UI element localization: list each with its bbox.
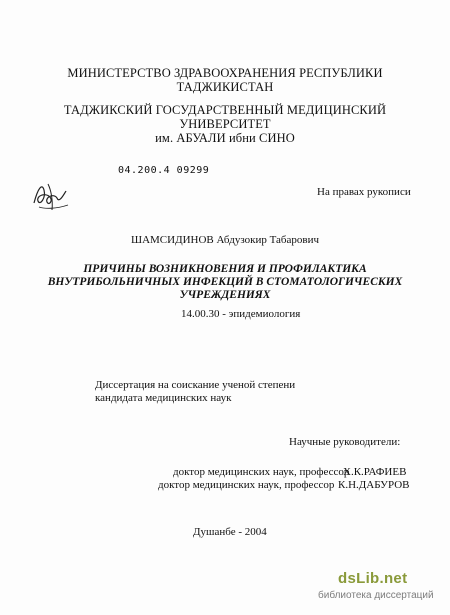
watermark-subtitle: библиотека диссертаций <box>318 590 434 601</box>
city-year: Душанбе - 2004 <box>193 526 267 538</box>
supervisors-heading: Научные руководители: <box>289 436 401 448</box>
signature-icon <box>30 176 72 216</box>
rights-note: На правах рукописи <box>317 186 411 198</box>
supervisor-1-role: доктор медицинских наук, профессор <box>173 466 350 478</box>
dissertation-line-1: Диссертация на соискание ученой степени <box>95 379 296 391</box>
watermark-brand-left: dsLib <box>338 570 380 587</box>
dissertation-line-2: кандидата медицинских наук <box>95 392 232 404</box>
supervisor-2-role: доктор медицинских наук, профессор <box>158 479 335 491</box>
author-name: ШАМСИДИНОВ Абдузокир Табарович <box>130 234 319 246</box>
ministry-line-1: МИНИСТЕРСТВО ЗДРАВООХРАНЕНИЯ РЕСПУБЛИКИ <box>67 66 383 80</box>
watermark-brand-dot: . <box>379 570 384 587</box>
title-line-2: ВНУТРИБОЛЬНИЧНЫХ ИНФЕКЦИЙ В СТОМАТОЛОГИЧЕСКИХ <box>47 276 403 288</box>
title-line-1: ПРИЧИНЫ ВОЗНИКНОВЕНИЯ И ПРОФИЛАКТИКА <box>83 263 367 275</box>
ministry-line-2: ТАДЖИКИСТАН <box>176 80 274 94</box>
watermark-logo <box>338 571 407 587</box>
supervisor-2-name: К.Н.ДАБУРОВ <box>338 479 410 491</box>
university-line-2: УНИВЕРСИТЕТ <box>179 117 271 131</box>
specialty-code: 14.00.30 - эпидемиология <box>181 308 301 320</box>
watermark-brand-right: net <box>383 570 408 587</box>
title-line-3: УЧРЕЖДЕНИЯХ <box>179 289 271 301</box>
registration-number: 04.200.4 09299 <box>118 165 210 176</box>
university-line-1: ТАДЖИКСКИЙ ГОСУДАРСТВЕННЫЙ МЕДИЦИНСКИЙ <box>63 103 387 117</box>
university-line-3: им. АБУАЛИ ибни СИНО <box>155 131 295 145</box>
supervisor-1-name: Х.К.РАФИЕВ <box>343 466 407 478</box>
